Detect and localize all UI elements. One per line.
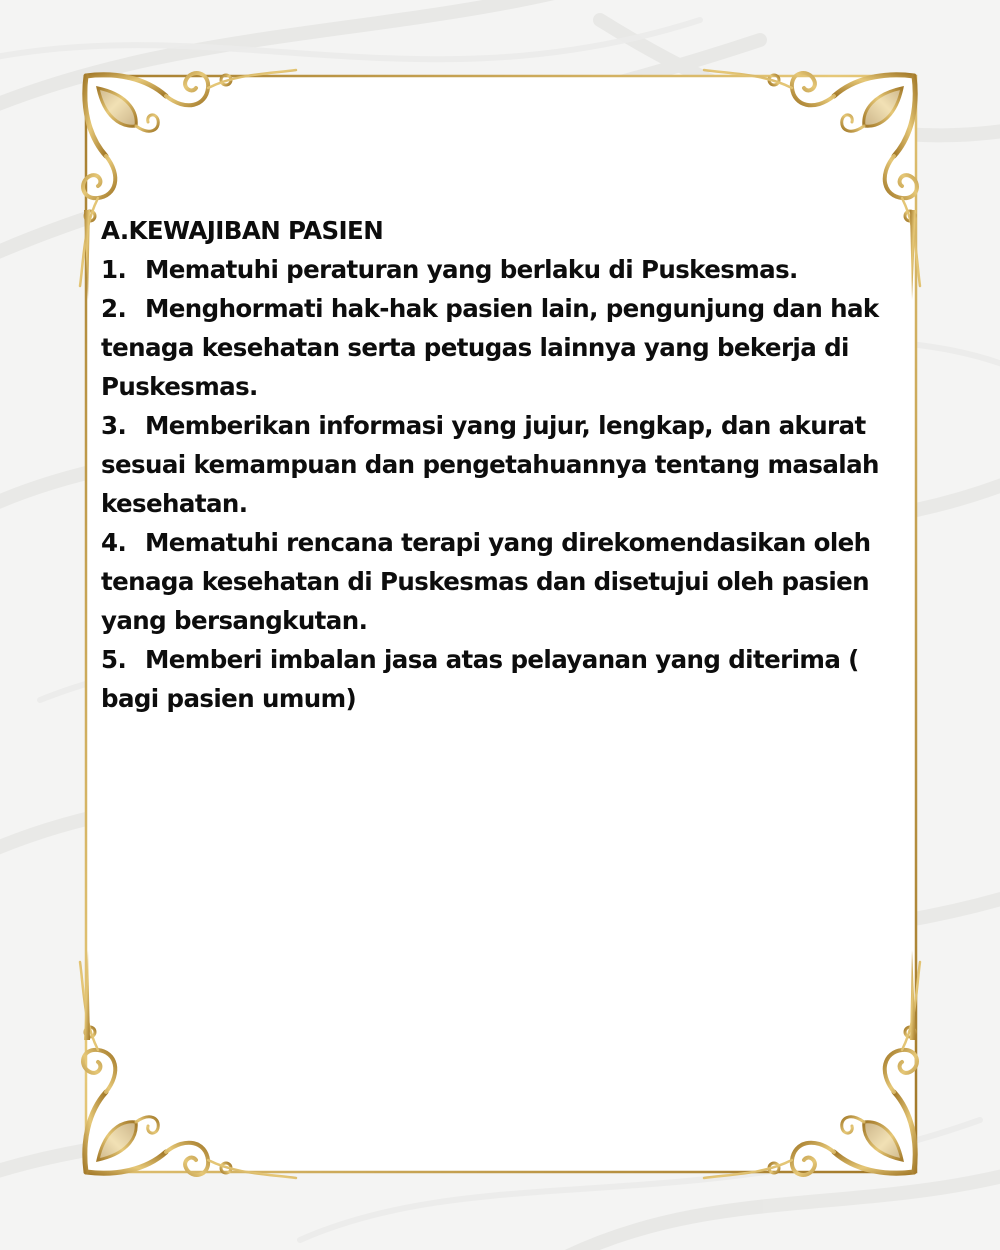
list-item-number: 3. xyxy=(101,411,127,440)
corner-ornament-bottom-right xyxy=(704,962,920,1178)
list-item-text: Memberikan informasi yang jujur, lengkap, dan akurat sesuai kemampuan dan pengetahuannya tentang masalah kesehatan. xyxy=(101,411,879,518)
list-item-number: 1. xyxy=(101,255,127,284)
list-item xyxy=(101,289,911,406)
list-item-text: Mematuhi peraturan yang berlaku di Puskesmas. xyxy=(145,255,798,284)
document-heading: A.KEWAJIBAN PASIEN xyxy=(101,216,384,245)
list-item xyxy=(101,250,911,289)
list-item-number: 4. xyxy=(101,528,127,557)
list-item-text: Memberi imbalan jasa atas pelayanan yang diterima ( bagi pasien umum) xyxy=(101,645,859,713)
corner-ornament-bottom-left xyxy=(80,962,296,1178)
list-item xyxy=(101,640,911,718)
list-item xyxy=(101,406,911,523)
list-item xyxy=(101,523,911,640)
document-body xyxy=(101,211,911,718)
list-item-text: Menghormati hak-hak pasien lain, pengunjung dan hak tenaga kesehatan serta petugas lainnya yang bekerja di Puskesmas. xyxy=(101,294,879,401)
list-item-text: Mematuhi rencana terapi yang direkomendasikan oleh tenaga kesehatan di Puskesmas dan disetujui oleh pasien yang bersangkutan. xyxy=(101,528,871,635)
list-item-number: 5. xyxy=(101,645,127,674)
list-item-number: 2. xyxy=(101,294,127,323)
